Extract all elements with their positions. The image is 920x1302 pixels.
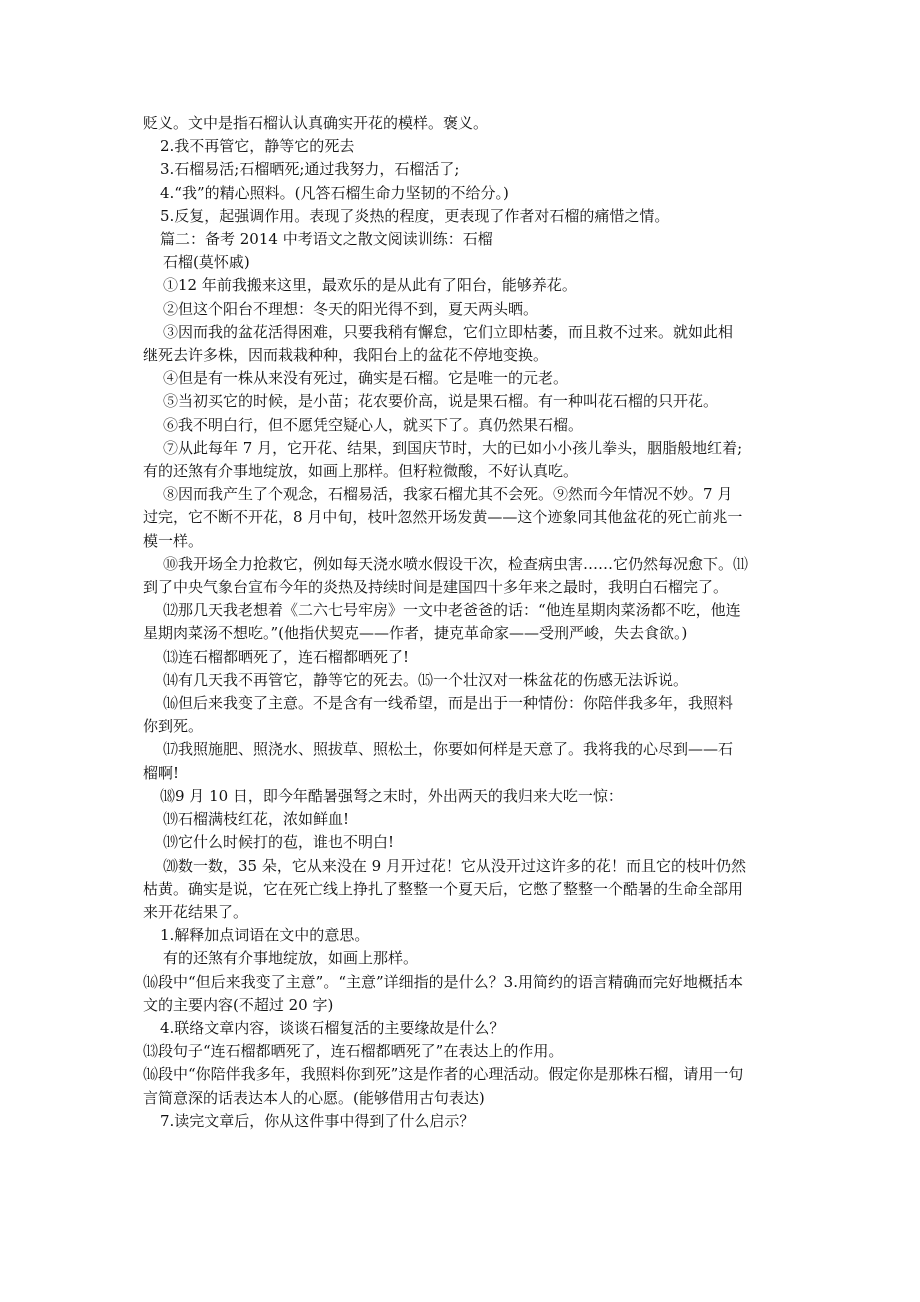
text-line: ⑦从此每年 7 月，它开花、结果，到国庆节时，大的已如小小孩儿拳头，胭脂般地红着; (163, 438, 743, 457)
text-line: ⑥我不明白行，但不愿凭空疑心人，就买下了。真仍然果石榴。 (163, 415, 584, 434)
question-item: ⒃段中“你陪伴我多年，我照料你到死”这是作者的心理活动。假定你是那株石榴，请用一句 (143, 1065, 744, 1084)
text-line: 贬义。文中是指石榴认认真确实开花的模样。褒义。 (143, 114, 489, 132)
text-line: ⒆石榴满枝红花，浓如鲜血! (163, 810, 350, 829)
question-item: ⒀段句子“连石榴都晒死了，连石榴都晒死了”在表达上的作用。 (143, 1042, 564, 1061)
text-line: 过完，它不断不开花，8 月中旬，枝叶忽然开场发黄——这个迹象同其他盆花的死亡前兆一 (143, 508, 743, 527)
text-line: ⒅9 月 10 日，即今年酷暑强弩之末时，外出两天的我归来大吃一惊： (160, 786, 623, 805)
question-item: ⒃段中“但后来我变了主意”。“主意”详细指的是什么？3.用简约的语言精确而完好地概括本 (143, 972, 743, 991)
text-line: 有的还煞有介事地绽放，如画上那样。但籽粒微酸，不好认真吃。 (143, 462, 579, 481)
question-item: 4.联络文章内容，谈谈石榴复活的主要缘故是什么？ (160, 1018, 505, 1037)
text-line: ⒆它什么时候打的苞，谁也不明白! (163, 833, 395, 852)
text-line: 2.我不再管它，静等它的死去 (160, 137, 355, 156)
text-line: ②但这个阳台不理想：冬天的阳光得不到，夏天两头晒。 (163, 299, 539, 318)
text-line: ⒁有几天我不再管它，静等它的死去。⒂一个壮汉对一株盆花的伤感无法诉说。 (163, 670, 689, 689)
text-line: 3.石榴易活;石榴晒死;通过我努力，石榴活了; (160, 160, 460, 179)
text-line: 到了中央气象台宣布今年的炎热及持续时间是建国四十多年来之最时，我明白石榴完了。 (143, 578, 729, 597)
text-line: 模一样。 (143, 531, 204, 550)
text-line: ⑧因而我产生了个观念，石榴易活，我家石榴尤其不会死。⑨然而今年情况不妙。7 月 (163, 485, 733, 504)
text-line: ⑿那几天我老想着《二六七号牢房》一文中老爸爸的话：“他连星期肉菜汤都不吃，他连 (163, 601, 741, 620)
text-line: ④但是有一株从来没有死过，确实是石榴。它是唯一的元老。 (163, 369, 569, 388)
text-line: 继死去许多株，因而栽栽种种，我阳台上的盆花不停地变换。 (143, 346, 549, 365)
text-line: ③因而我的盆花活得困难，只要我稍有懈怠，它们立即枯萎，而且救不过来。就如此相 (163, 322, 734, 341)
text-line: ⑩我开场全力抢救它，例如每天浇水喷水假设干次，检查病虫害……它仍然每况愈下。⑾ (163, 554, 749, 573)
document-body (143, 112, 793, 1133)
text-line: ⒇数一数，35 朵，它从来没在 9 月开过花！它从没开过这许多的花！而且它的枝叶仍然 (163, 856, 746, 875)
text-line: 榴啊! (143, 763, 180, 782)
text-line: ⑤当初买它的时候，是小苗；花农要价高，说是果石榴。有一种叫花石榴的只开花。 (163, 392, 719, 411)
text-line: 星期肉菜汤不想吃。”(他指伏契克——作者，捷克革命家——受刑严峻，失去食欲。) (143, 624, 688, 643)
text-line: ⒃但后来我变了主意。不是含有一线希望，而是出于一种情份：你陪伴我多年，我照料 (163, 694, 734, 713)
text-line: 4.“我”的精心照料。(凡答石榴生命力坚韧的不给分。) (160, 183, 509, 202)
text-line: 文的主要内容(不超过 20 字) (143, 995, 334, 1014)
text-line: 言简意深的话表达本人的心愿。(能够借用古句表达) (143, 1088, 485, 1107)
question-item: 7.读完文章后，你从这件事中得到了什么启示？ (160, 1111, 475, 1130)
text-line: ⒀连石榴都晒死了，连石榴都晒死了! (163, 647, 410, 666)
text-line: 5.反复，起强调作用。表现了炎热的程度，更表现了作者对石榴的痛惜之情。 (160, 206, 670, 225)
text-line: 枯黄。确实是说，它在死亡线上挣扎了整整一个夏天后，它憋了整整一个酷暑的生命全部用 (143, 879, 744, 898)
article-title: 石榴(莫怀戚) (163, 253, 250, 272)
text-line: 来开花结果了。 (143, 902, 249, 921)
text-line: ⒄我照施肥、照浇水、照拔草、照松土，你要如何样是天意了。我将我的心尽到——石 (163, 740, 734, 759)
section-heading: 篇二：备考 2014 中考语文之散文阅读训练：石榴 (160, 230, 493, 249)
text-line: ①12 年前我搬来这里，最欢乐的是从此有了阳台，能够养花。 (163, 276, 577, 295)
question-item: 1.解释加点词语在文中的意思。 (160, 926, 370, 945)
text-line: 有的还煞有介事地绽放，如画上那样。 (163, 949, 419, 968)
text-line: 你到死。 (143, 717, 204, 736)
